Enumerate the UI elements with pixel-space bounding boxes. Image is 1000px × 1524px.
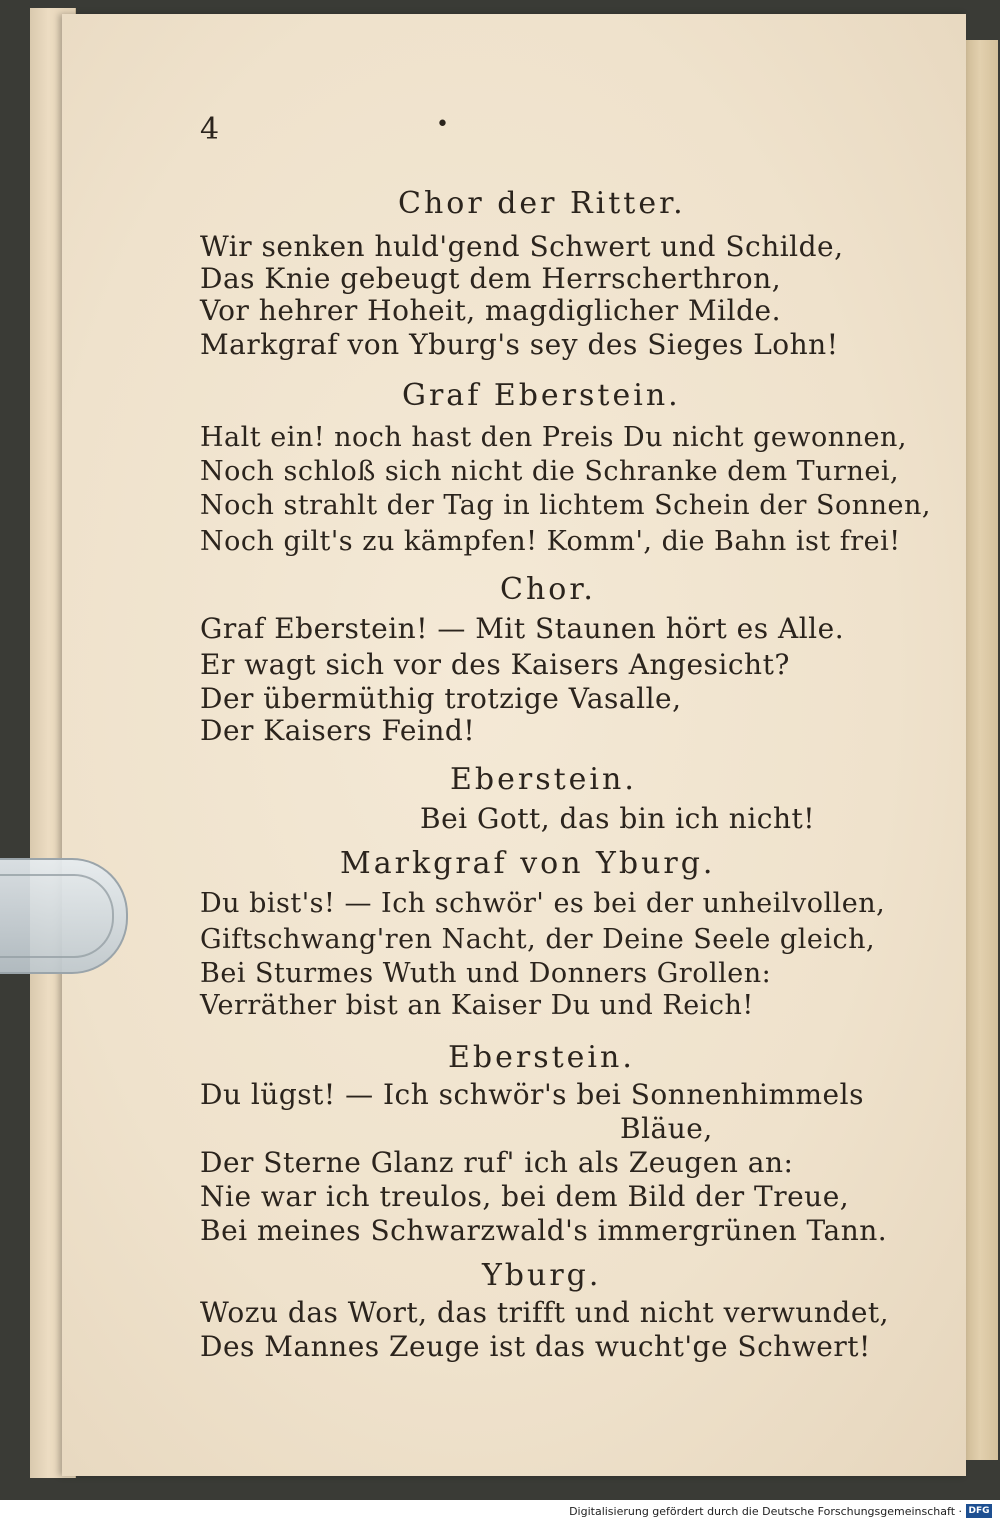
speaker-heading: Eberstein.: [450, 762, 637, 797]
verse-line: Der Sterne Glanz ruf' ich als Zeugen an:: [200, 1146, 794, 1179]
speaker-heading: Graf Eberstein.: [402, 378, 681, 413]
verse-line: Noch gilt's zu kämpfen! Komm', die Bahn ist frei!: [200, 526, 901, 557]
verse-line: Du bist's! — Ich schwör' es bei der unheilvollen,: [200, 888, 886, 919]
verse-line: Bei Sturmes Wuth und Donners Grollen:: [200, 958, 772, 989]
verse-line: Bei Gott, das bin ich nicht!: [420, 802, 816, 835]
speaker-heading: Chor der Ritter.: [398, 186, 686, 221]
verse-line: Bei meines Schwarzwald's immergrünen Tann.: [200, 1214, 888, 1247]
funding-notice: Digitalisierung gefördert durch die Deutsche Forschungsgemeinschaft ·: [569, 1505, 962, 1518]
verse-line: Wir senken huld'gend Schwert und Schilde,: [200, 230, 844, 263]
verse-line: Giftschwang'ren Nacht, der Deine Seele gleich,: [200, 924, 876, 955]
verse-line: Graf Eberstein! — Mit Staunen hört es Alle.: [200, 612, 845, 645]
footer-bar: [0, 1500, 1000, 1524]
speaker-heading: Eberstein.: [448, 1040, 635, 1075]
verse-line: Wozu das Wort, das trifft und nicht verwundet,: [200, 1296, 890, 1329]
verse-line: Das Knie gebeugt dem Herrscherthron,: [200, 262, 782, 295]
verse-line: Des Mannes Zeuge ist das wucht'ge Schwert!: [200, 1330, 871, 1363]
verse-line: Der Kaisers Feind!: [200, 714, 476, 747]
speaker-heading: Yburg.: [482, 1258, 602, 1293]
dfg-logo: DFG: [966, 1504, 992, 1518]
page-dot: •: [436, 112, 449, 137]
verse-line: Halt ein! noch hast den Preis Du nicht gewonnen,: [200, 422, 907, 453]
speaker-heading: Chor.: [500, 572, 596, 607]
verse-line: Bläue,: [620, 1112, 713, 1145]
page-clip-inner: [0, 874, 114, 958]
facing-page-edge: [962, 40, 998, 1460]
verse-line: Du lügst! — Ich schwör's bei Sonnenhimmels: [200, 1078, 864, 1111]
verse-line: Vor hehrer Hoheit, magdiglicher Milde.: [200, 294, 781, 327]
verse-line: Noch strahlt der Tag in lichtem Schein der Sonnen,: [200, 490, 931, 521]
verse-line: Noch schloß sich nicht die Schranke dem Turnei,: [200, 456, 900, 487]
speaker-heading: Markgraf von Yburg.: [340, 846, 716, 881]
page-number: 4: [200, 112, 220, 147]
verse-line: Der übermüthig trotzige Vasalle,: [200, 682, 682, 715]
verse-line: Er wagt sich vor des Kaisers Angesicht?: [200, 648, 790, 681]
verse-line: Markgraf von Yburg's sey des Sieges Lohn!: [200, 328, 839, 361]
verse-line: Verräther bist an Kaiser Du und Reich!: [200, 990, 754, 1021]
verse-line: Nie war ich treulos, bei dem Bild der Treue,: [200, 1180, 850, 1213]
